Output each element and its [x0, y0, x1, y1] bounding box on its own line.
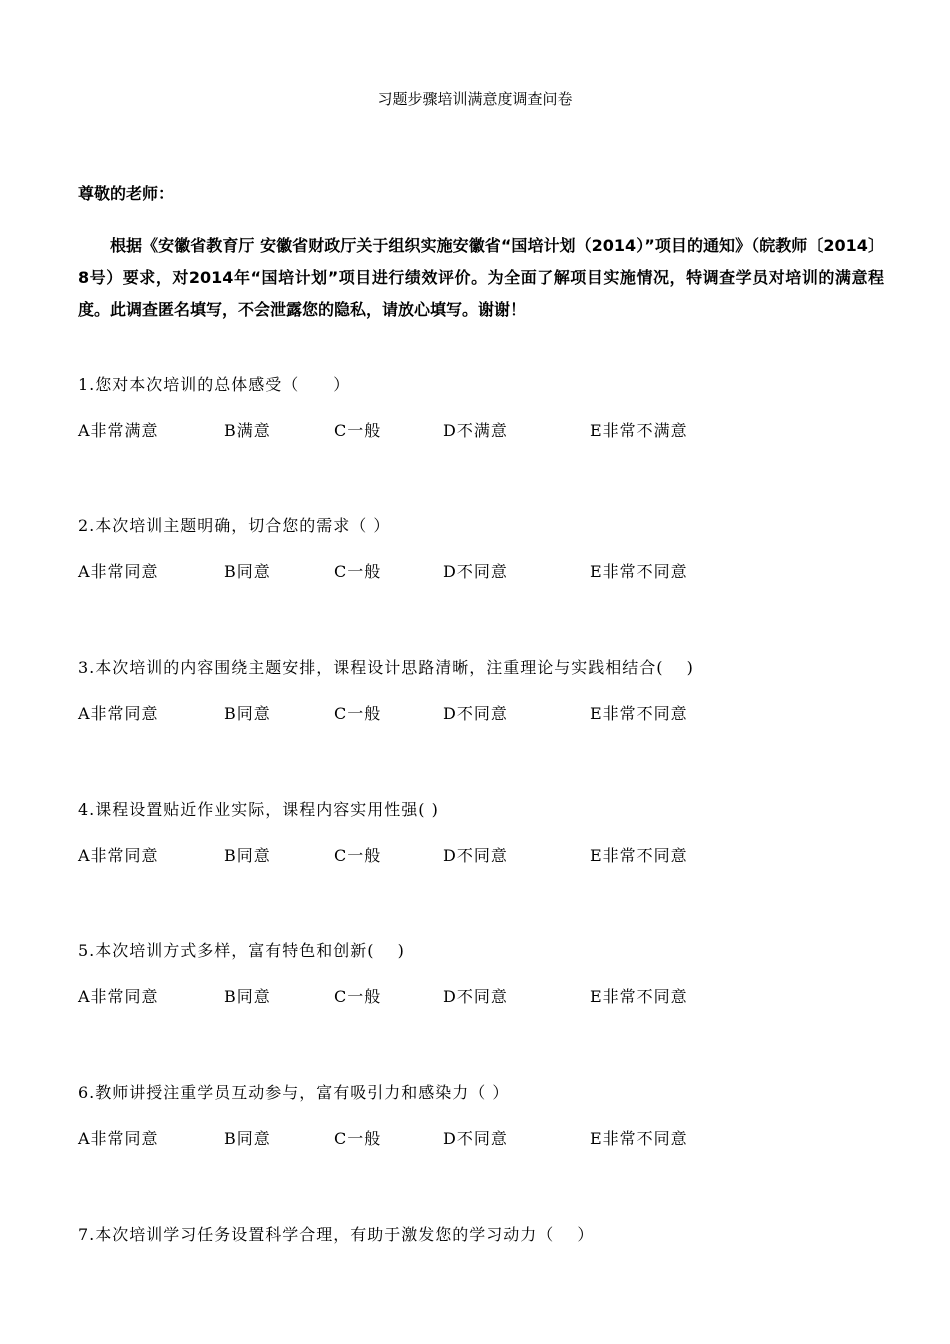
question-text: 5.本次培训方式多样，富有特色和创新( ): [78, 941, 405, 960]
question-2: [78, 514, 898, 584]
question-5: [78, 939, 898, 1009]
question-4: [78, 798, 898, 868]
question-text: 6.教师讲授注重学员互动参与，富有吸引力和感染力（ ）: [78, 1083, 510, 1102]
option-b[interactable]: B同意: [224, 987, 271, 1006]
page-title: 习题步骤培训满意度调查问卷: [377, 90, 573, 108]
option-d[interactable]: D不同意: [443, 704, 508, 723]
option-b[interactable]: B同意: [224, 846, 271, 865]
salutation: 尊敬的老师：: [78, 184, 175, 203]
question-3: [78, 656, 898, 726]
option-row: [78, 419, 898, 443]
option-e[interactable]: E非常不同意: [590, 846, 688, 865]
option-c[interactable]: C一般: [334, 421, 382, 440]
option-e[interactable]: E非常不同意: [590, 987, 688, 1006]
question-text: 7.本次培训学习任务设置科学合理，有助于激发您的学习动力（ ）: [78, 1225, 595, 1244]
option-row: [78, 702, 898, 726]
option-row: [78, 844, 898, 868]
option-b[interactable]: B同意: [224, 562, 271, 581]
option-a[interactable]: A非常同意: [78, 562, 159, 581]
option-e[interactable]: E非常不同意: [590, 704, 688, 723]
option-row: [78, 1127, 898, 1151]
intro-paragraph: 根据《安徽省教育厅 安徽省财政厅关于组织实施安徽省“国培计划（2014）”项目的通知》（皖教师〔2014〕8号）要求，对2014年“国培计划”项目进行绩效评价。为全面了解项目实施情况，特调查学员对培训的满意程度。此调查匿名填写，不会泄露您的隐私，请放心填写。谢谢！: [78, 236, 884, 319]
question-text: 3.本次培训的内容围绕主题安排，课程设计思路清晰，注重理论与实践相结合( ): [78, 658, 694, 677]
option-e[interactable]: E非常不同意: [590, 1129, 688, 1148]
option-b[interactable]: B同意: [224, 1129, 271, 1148]
option-d[interactable]: D不满意: [443, 421, 508, 440]
option-a[interactable]: A非常同意: [78, 987, 159, 1006]
option-row: [78, 560, 898, 584]
option-a[interactable]: A非常同意: [78, 1129, 159, 1148]
option-e[interactable]: E非常不满意: [590, 421, 688, 440]
option-b[interactable]: B满意: [224, 421, 271, 440]
option-c[interactable]: C一般: [334, 846, 382, 865]
question-1: [78, 373, 898, 443]
question-6: [78, 1081, 898, 1151]
option-e[interactable]: E非常不同意: [590, 562, 688, 581]
option-c[interactable]: C一般: [334, 704, 382, 723]
option-a[interactable]: A非常同意: [78, 846, 159, 865]
option-c[interactable]: C一般: [334, 562, 382, 581]
option-d[interactable]: D不同意: [443, 846, 508, 865]
option-a[interactable]: A非常满意: [78, 421, 159, 440]
option-c[interactable]: C一般: [334, 1129, 382, 1148]
option-b[interactable]: B同意: [224, 704, 271, 723]
question-7: [78, 1223, 898, 1247]
option-row: [78, 985, 898, 1009]
option-d[interactable]: D不同意: [443, 562, 508, 581]
question-text: 2.本次培训主题明确，切合您的需求（ ）: [78, 516, 391, 535]
option-d[interactable]: D不同意: [443, 1129, 508, 1148]
option-d[interactable]: D不同意: [443, 987, 508, 1006]
option-c[interactable]: C一般: [334, 987, 382, 1006]
option-a[interactable]: A非常同意: [78, 704, 159, 723]
question-text: 4.课程设置贴近作业实际，课程内容实用性强( ): [78, 800, 439, 819]
question-text: 1.您对本次培训的总体感受（ ）: [78, 375, 351, 394]
